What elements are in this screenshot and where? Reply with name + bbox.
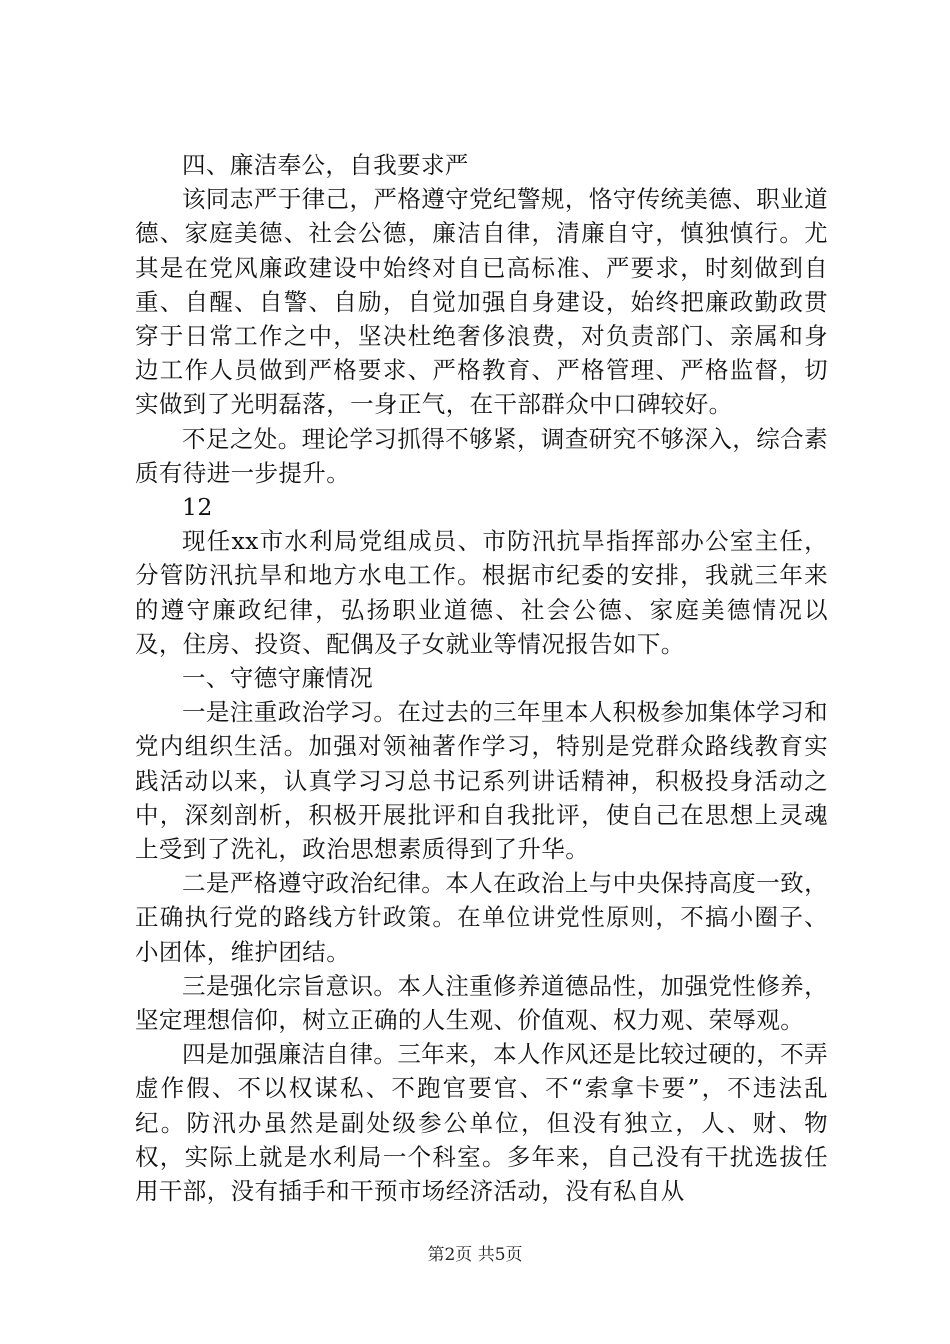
paragraph-intro: 现任xx市水利局党组成员、市防汛抗旱指挥部办公室主任，分管防汛抗旱和地方水电工作。根据市纪委的安排，我就三年来的遵守廉政纪律，弘扬职业道德、社会公德、家庭美德情况以及，住房、投资、配偶及子女就业等情况报告如下。: [135, 527, 828, 658]
paragraph-self-discipline: 四是加强廉洁自律。三年来，本人作风还是比较过硬的，不弄虚作假、不以权谋私、不跑官要官、不“索拿卡要”，不违法乱纪。防汛办虽然是副处级参公单位，但没有独立，人、财、物权，实际上就是水利局一个科室。多年来，自己没有干扰选拔任用干部，没有插手和干预市场经济活动，没有私自从: [135, 1040, 828, 1206]
paragraph-political-study: 一是注重政治学习。在过去的三年里本人积极参加集体学习和党内组织生活。加强对领袖著作学习，特别是党群众路线教育实践活动以来，认真学习习总书记系列讲话精神，积极投身活动之中，深刻剖析，积极开展批评和自我批评，使自己在思想上灵魂上受到了洗礼，政治思想素质得到了升华。: [135, 698, 828, 864]
paragraph-political-discipline: 二是严格遵守政治纪律。本人在政治上与中央保持高度一致，正确执行党的路线方针政策。在单位讲党性原则，不搞小圈子、小团体，维护团结。: [135, 869, 828, 966]
page-footer: 第2页 共5页: [427, 1245, 523, 1265]
document-body: [135, 148, 828, 1208]
section-heading-integrity: 四、廉洁奉公，自我要求严: [182, 151, 469, 179]
paragraph-shortcomings: 不足之处。理论学习抓得不够紧，调查研究不够深入，综合素质有待进一步提升。: [135, 424, 828, 487]
section-heading-morality: 一、守德守廉情况: [182, 664, 374, 693]
paragraph-purpose-awareness: 三是强化宗旨意识。本人注重修养道德品性，加强党性修养，坚定理想信仰，树立正确的人生观、价值观、权力观、荣辱观。: [135, 971, 828, 1035]
paragraph-number: 12: [182, 493, 213, 522]
paragraph-integrity-body: 该同志严于律己，严格遵守党纪警规，恪守传统美德、职业道德、家庭美德、社会公德，廉洁自律，清廉自守，慎独慎行。尤其是在党风廉政建设中始终对自已高标准、严要求，时刻做到自重、自醒、自警、自励，自觉加强自身建设，始终把廉政勤政贯穿于日常工作之中，坚决杜绝奢侈浪费，对负责部门、亲属和身边工作人员做到严格要求、严格教育、严格管理、严格监督，切实做到了光明磊落，一身正气，在干部群众中口碑较好。: [135, 185, 828, 419]
